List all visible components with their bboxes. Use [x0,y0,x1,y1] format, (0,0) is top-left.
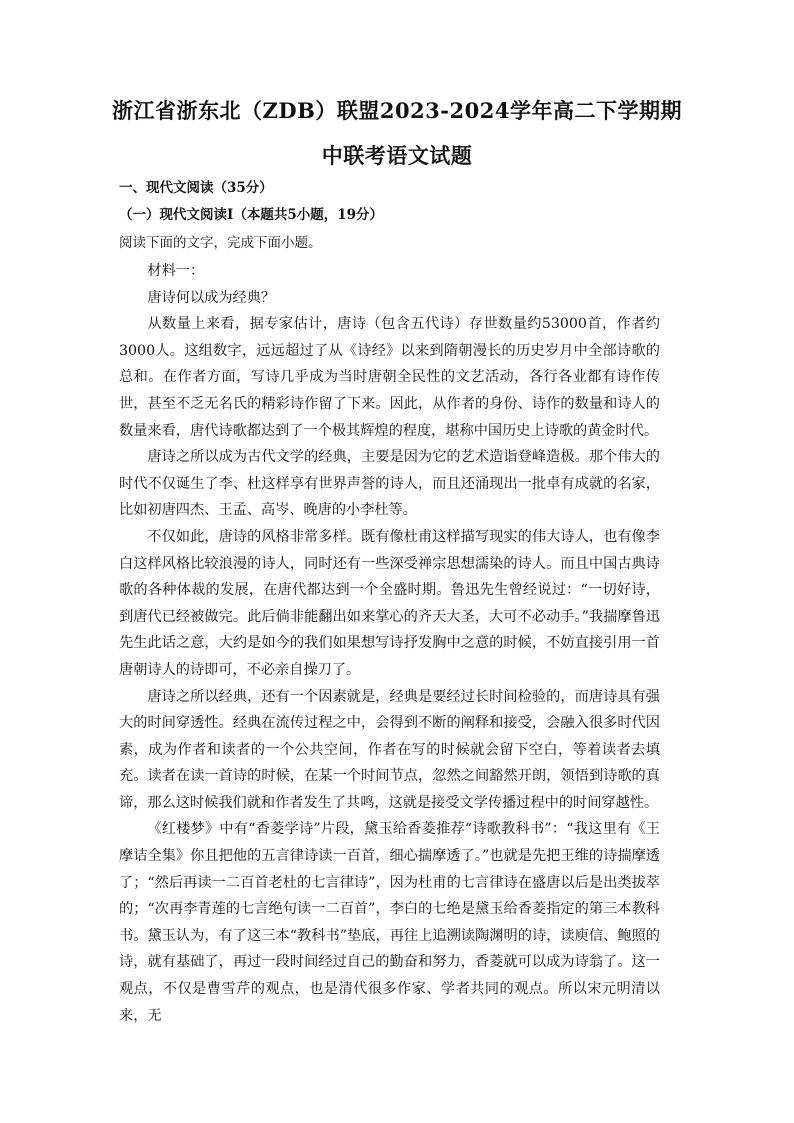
section-heading: 一、现代文阅读（35分） [119,180,273,196]
document-title-line-2: 中联考语文试题 [321,143,473,168]
paragraph: 唐诗之所以成为古代文学的经典，主要是因为它的艺术造诣登峰造极。那个伟大的时代不仅诞生了李、杜这样享有世界声誉的诗人，而且还涌现出一批卓有成就的名家，比如初唐四杰、王孟、高岑、晚唐的小李杜等。 [119,449,660,519]
reading-instruction: 阅读下面的文字，完成下面小题。 [119,235,322,251]
document-title-line-1: 浙江省浙东北（ZDB）联盟2023-2024学年高二下学期期 [112,98,682,123]
material-label: 材料一： [147,263,205,279]
paragraph: 唐诗之所以经典，还有一个因素就是，经典是要经过长时间检验的，而唐诗具有强大的时间穿透性。经典在流传过程之中，会得到不断的阐释和接受，会融入很多时代因素，成为作者和读者的一个公共空间，作者在写的时候就会留下空白，等着读者去填充。读者在读一首诗的时候，在某一个时间节点，忽然之间豁然开朗，领悟到诗歌的真谛，那么这时候我们就和作者发生了共鸣，这就是接受文学传播过程中的时间穿越性。 [119,688,660,811]
paragraph: 不仅如此，唐诗的风格非常多样。既有像杜甫这样描写现实的伟大诗人，也有像李白这样风格比较浪漫的诗人，同时还有一些深受禅宗思想濡染的诗人。而且中国古典诗歌的各种体裁的发展，在唐代都达到一个全盛时期。鲁迅先生曾经说过：“一切好诗，到唐代已经被做完。此后倘非能翻出如来掌心的齐天大圣，大可不必动手。”我揣摩鲁迅先生此话之意，大约是如今的我们如果想写诗抒发胸中之意的时候，不妨直接引用一首唐朝诗人的诗即可，不必亲自操刀了。 [119,528,660,678]
paragraph: 从数量上来看，据专家估计，唐诗（包含五代诗）存世数量约53000首，作者约3000人。这组数字，远远超过了从《诗经》以来到隋朝漫长的历史岁月中全部诗歌的总和。在作者方面，写诗几乎成为当时唐朝全民性的文艺活动，各行各业都有诗作传世，甚至不乏无名氏的精彩诗作留了下来。因此，从作者的身份、诗作的数量和诗人的数量来看，唐代诗歌都达到了一个极其辉煌的程度，堪称中国历史上诗歌的黄金时代。 [119,316,660,439]
passage-body [119,258,660,1029]
paragraph: 《红楼梦》中有“香菱学诗”片段，黛玉给香菱推荐“诗歌教科书”：“我这里有《王摩诘全集》你且把他的五言律诗读一百首，细心揣摩透了。”也就是先把王维的诗揣摩透了；“然后再读一二百首老杜的七言律诗”，因为杜甫的七言律诗在盛唐以后是出类拔萃的；“次再李青莲的七言绝句读一二百首”，李白的七绝是黛玉给香菱指定的第三本教科书。黛玉认为，有了这三本“教科书”垫底，再往上追溯读陶渊明的诗，读庾信、鲍照的诗，就有基础了，再过一段时间经过自己的勤奋和努力，香菱就可以成为诗翁了。这一观点，不仅是曹雪芹的观点，也是清代很多作家、学者共同的观点。所以宋元明清以来，无 [119,821,660,1024]
subsection-heading: （一）现代文阅读Ⅰ（本题共5小题，19分） [119,207,383,223]
passage-heading: 唐诗何以成为经典？ [147,289,276,306]
